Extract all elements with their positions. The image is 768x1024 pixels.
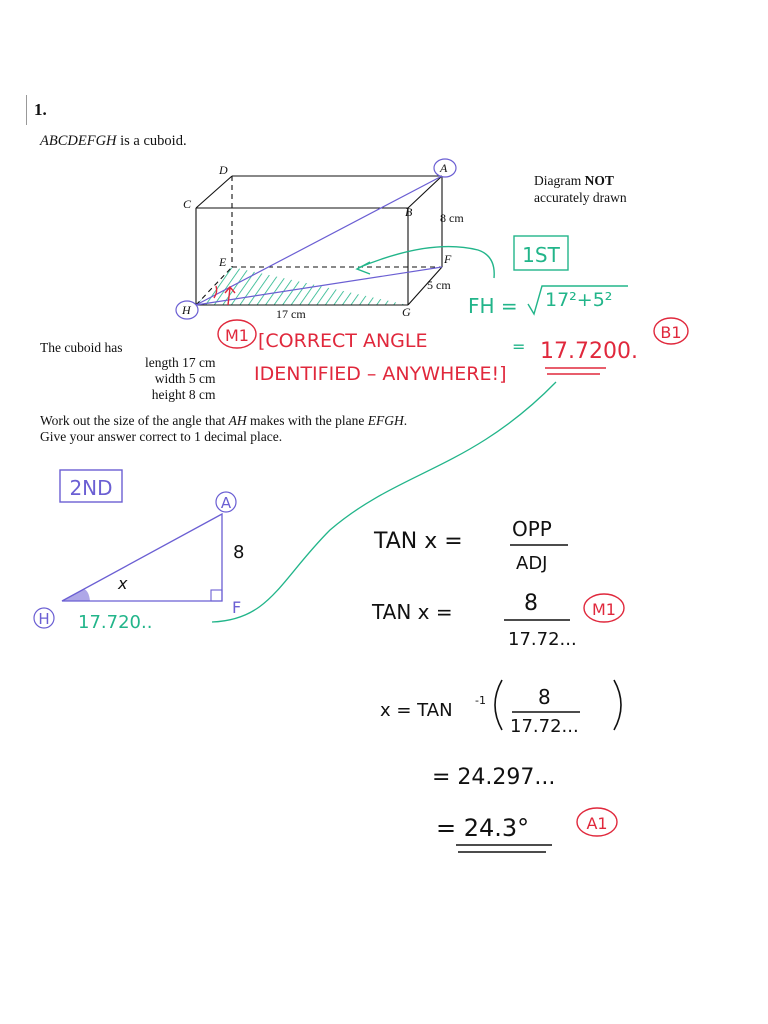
mark-a1: A1 [586, 814, 608, 833]
edge-label-width: 5 cm [427, 278, 451, 292]
tri-vertex-f: F [232, 598, 242, 617]
line1-numerator: OPP [512, 517, 552, 541]
line1-lhs: TAN x = [374, 529, 463, 554]
fh-equals: = [512, 337, 526, 356]
cuboid-name: ABCDEFGH [40, 133, 117, 149]
tri-vertex-a: A [220, 494, 232, 512]
vertex-g: G [402, 305, 411, 319]
m1-note-line-1: [CORRECT ANGLE [258, 330, 428, 352]
question-number: 1. [34, 100, 47, 119]
edge-cd [196, 176, 232, 208]
tri-base-length: 17.720.. [78, 612, 153, 633]
line2-numerator: 8 [524, 591, 538, 616]
line3-open-paren [495, 680, 502, 730]
dimension-width: width 5 cm [154, 371, 216, 386]
fh-sqrt-content: 17²+5² [545, 289, 613, 311]
vertex-b: B [405, 205, 413, 219]
note-text: Diagram [534, 173, 585, 188]
stage2-triangle [34, 470, 244, 633]
tri-vertex-h: H [38, 610, 50, 628]
green-arrow-head [357, 262, 370, 274]
mark-m1: M1 [225, 326, 249, 345]
line3-superscript: -1 [475, 694, 486, 707]
note-text-2: accurately drawn [534, 190, 627, 205]
vertex-h: H [182, 303, 191, 317]
task-plane: EFGH [367, 413, 404, 428]
line3-numerator: 8 [538, 685, 551, 709]
trig-working [371, 517, 624, 852]
edge-label-height: 8 cm [440, 211, 464, 225]
line3-lhs: x = TAN [380, 700, 453, 721]
vertex-a: A [440, 161, 448, 175]
right-angle-mark [211, 590, 222, 601]
tri-side-8: 8 [233, 542, 245, 563]
tri-angle-x: x [118, 574, 128, 593]
vertex-f: F [444, 252, 452, 266]
intro-rest: is a cuboid. [116, 133, 187, 149]
angle-shading [62, 589, 90, 601]
right-triangle [62, 514, 222, 601]
vertex-c: C [183, 197, 192, 211]
line2-denominator: 17.72... [508, 629, 577, 650]
edge-ba [408, 176, 442, 208]
task-text: Work out the size of the angle that [40, 413, 229, 428]
hatched-triangle [196, 267, 408, 305]
line2-lhs: TAN x = [372, 600, 453, 624]
cuboid-diagram [196, 176, 442, 305]
line4-value: = 24.297... [432, 765, 556, 790]
fh-label: FH = [468, 294, 518, 318]
m1-note-line-2: IDENTIFIED – ANYWHERE!] [254, 363, 507, 385]
task-line-2: Give your answer correct to 1 decimal place. [40, 429, 283, 444]
green-connector-curve [212, 382, 556, 622]
line1-denominator: ADJ [516, 553, 548, 574]
note-bold: NOT [584, 173, 614, 188]
vertex-d: D [219, 163, 228, 177]
stage2-label: 2ND [69, 476, 113, 500]
task-text: . [403, 413, 408, 428]
green-arrow-curve [358, 247, 494, 278]
edge-label-length: 17 cm [276, 307, 306, 321]
dimension-height: height 8 cm [151, 387, 216, 402]
stage1-label: 1ST [522, 243, 560, 267]
mark-b1: B1 [660, 323, 682, 342]
dimension-length: length 17 cm [145, 355, 216, 370]
mark-m1-b: M1 [592, 600, 616, 619]
task-ah: AH [228, 413, 247, 428]
vertex-e: E [219, 255, 227, 269]
line3-denominator: 17.72... [510, 716, 579, 737]
task-text: makes with the plane [246, 413, 368, 428]
cuboid-has-label: The cuboid has [40, 340, 123, 355]
m1-angle-note [218, 320, 507, 385]
line5-answer: = 24.3° [436, 814, 530, 842]
line3-close-paren [614, 680, 621, 730]
fh-value: 17.7200. [540, 339, 638, 364]
